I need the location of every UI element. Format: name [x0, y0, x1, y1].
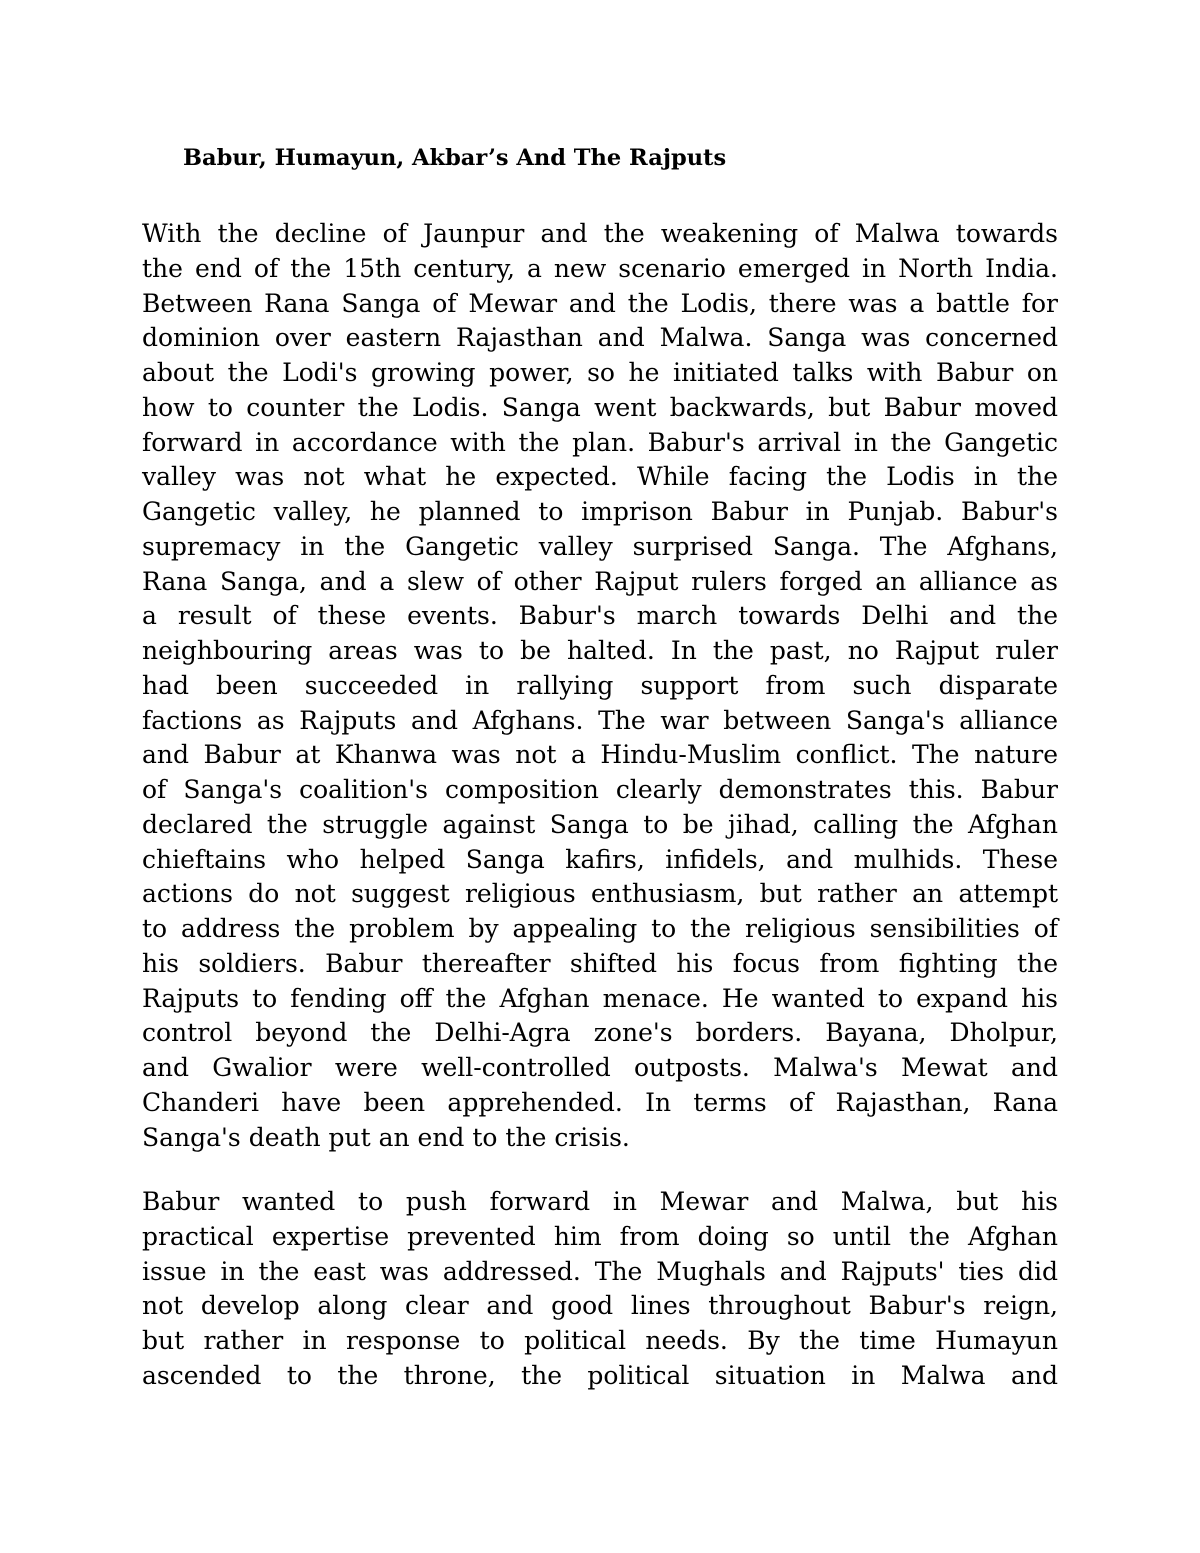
text-line: had been succeeded in rallying support from such disparate [142, 670, 1058, 700]
text-line: neighbouring areas was to be halted. In the past, no Rajput ruler [142, 636, 1058, 665]
text-line: Gangetic valley, he planned to imprison Babur in Punjab. Babur's [142, 497, 1058, 526]
text-line: valley was not what he expected. While facing the Lodis in the [142, 462, 1058, 492]
text-line: about the Lodi's growing power, so he initiated talks with Babur on [142, 358, 1058, 387]
text-line: practical expertise prevented him from doing so until the Afghan [142, 1221, 1058, 1251]
text-line: control beyond the Delhi-Agra zone's borders. Bayana, Dholpur, [142, 1018, 1058, 1048]
text-line: supremacy in the Gangetic valley surprised Sanga. The Afghans, [142, 531, 1058, 561]
text-line: ascended to the throne, the political situation in Malwa and [142, 1360, 1058, 1390]
text-line: of Sanga's coalition's composition clearly demonstrates this. Babur [142, 775, 1058, 804]
text-line: forward in accordance with the plan. Babur's arrival in the Gangetic [142, 427, 1058, 457]
text-line: Rajputs to fending off the Afghan menace. He wanted to expand his [142, 983, 1058, 1013]
text-line: declared the struggle against Sanga to be jihad, calling the Afghan [142, 809, 1058, 839]
text-line: factions as Rajputs and Afghans. The war between Sanga's alliance [142, 705, 1058, 735]
text-line: a result of these events. Babur's march towards Delhi and the [142, 601, 1058, 631]
text-line: With the decline of Jaunpur and the weakening of Malwa towards [142, 219, 1058, 248]
text-line: and Gwalior were well-controlled outposts. Malwa's Mewat and [142, 1053, 1058, 1082]
text-line: Chanderi have been apprehended. In terms of Rajasthan, Rana [142, 1087, 1058, 1117]
text-line: Between Rana Sanga of Mewar and the Lodis, there was a battle for [142, 288, 1058, 318]
text-line: Rana Sanga, and a slew of other Rajput rulers forged an alliance as [142, 566, 1058, 596]
text-line: how to counter the Lodis. Sanga went backwards, but Babur moved [142, 392, 1058, 422]
text-line: issue in the east was addressed. The Mughals and Rajputs' ties did [142, 1256, 1058, 1286]
text-line: chieftains who helped Sanga kafirs, infidels, and mulhids. These [142, 844, 1058, 874]
document-title: Babur, Humayun, Akbar’s And The Rajputs [183, 145, 727, 171]
text-line: to address the problem by appealing to the religious sensibilities of [142, 914, 1058, 943]
text-line: and Babur at Khanwa was not a Hindu-Muslim conflict. The nature [142, 740, 1058, 770]
text-line: Sanga's death put an end to the crisis. [142, 1122, 630, 1152]
text-line: but rather in response to political needs. By the time Humayun [142, 1326, 1058, 1355]
text-line: the end of the 15th century, a new scenario emerged in North India. [142, 253, 1058, 283]
text-line: his soldiers. Babur thereafter shifted his focus from fighting the [142, 948, 1058, 978]
text-line: not develop along clear and good lines throughout Babur's reign, [142, 1291, 1058, 1321]
text-line: actions do not suggest religious enthusiasm, but rather an attempt [142, 879, 1058, 909]
text-line: Babur wanted to push forward in Mewar and Malwa, but his [142, 1187, 1058, 1216]
text-line: dominion over eastern Rajasthan and Malwa. Sanga was concerned [142, 323, 1058, 353]
